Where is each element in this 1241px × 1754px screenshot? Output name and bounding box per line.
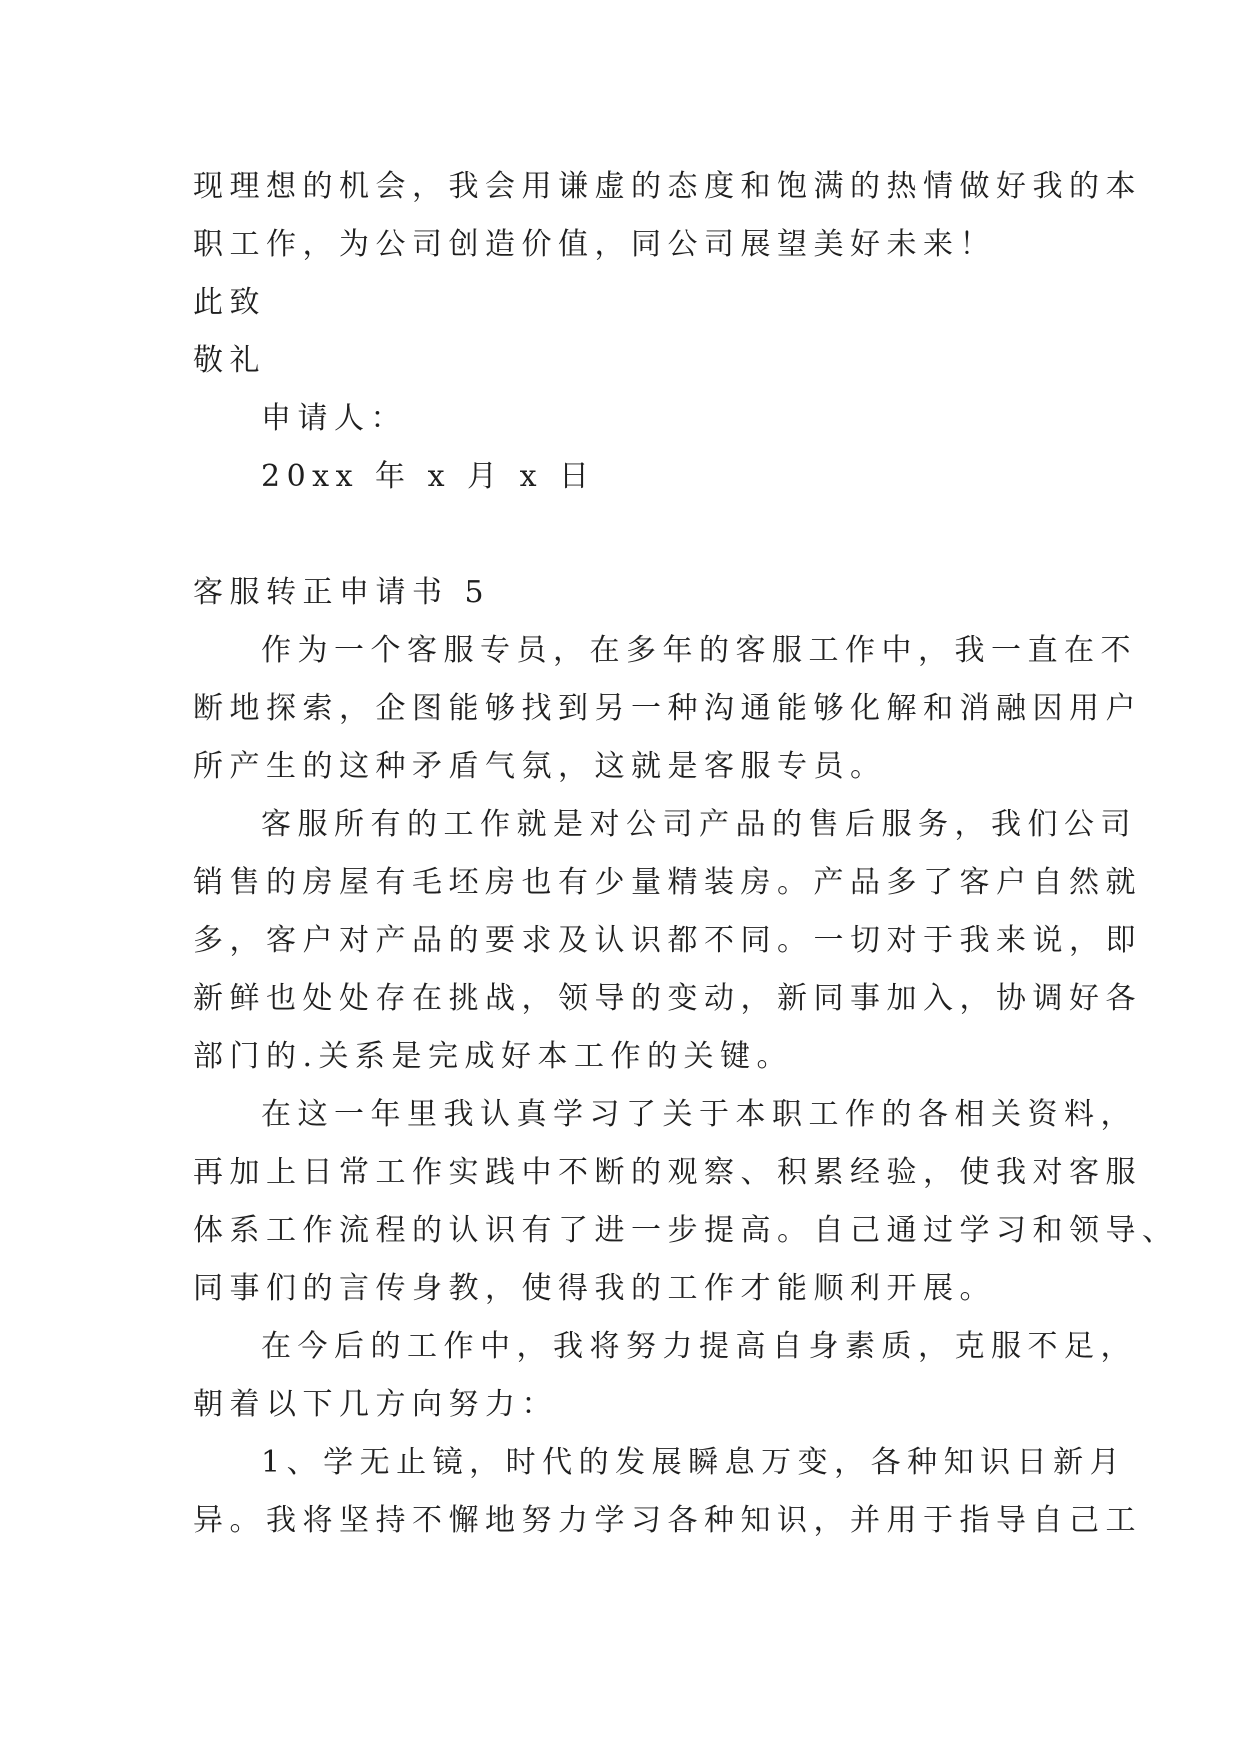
text-line: 职工作，为公司创造价值，同公司展望美好未来！ [193, 227, 996, 262]
paragraph-line: 同事们的言传身教，使得我的工作才能顺利开展。 [193, 1271, 996, 1306]
paragraph-line: 销售的房屋有毛坯房也有少量精装房。产品多了客户自然就 [193, 865, 1142, 900]
document-body [193, 158, 1179, 1550]
text-line: 现理想的机会，我会用谦虚的态度和饱满的热情做好我的本 [193, 169, 1142, 204]
paragraph-line: 部门的.关系是完成好本工作的关键。 [193, 1039, 794, 1074]
paragraph-line: 断地探索，企图能够找到另一种沟通能够化解和消融因用户 [193, 691, 1142, 726]
paragraph-line: 朝着以下几方向努力： [193, 1387, 558, 1422]
paragraph-line: 所产生的这种矛盾气氛，这就是客服专员。 [193, 749, 887, 784]
paragraph-line: 客服所有的工作就是对公司产品的售后服务，我们公司 [261, 807, 1137, 842]
paragraph-line: 再加上日常工作实践中不断的观察、积累经验，使我对客服 [193, 1155, 1142, 1190]
paragraph-line: 在这一年里我认真学习了关于本职工作的各相关资料， [261, 1097, 1137, 1132]
section-spacer [193, 506, 1063, 564]
paragraph-line: 异。我将坚持不懈地努力学习各种知识，并用于指导自己工 [193, 1503, 1142, 1538]
paragraph-line: 作为一个客服专员，在多年的客服工作中，我一直在不 [261, 633, 1137, 668]
salutation-line: 此致 [193, 285, 266, 320]
paragraph-line: 新鲜也处处存在挑战，领导的变动，新同事加入，协调好各 [193, 981, 1142, 1016]
paragraph-line: 在今后的工作中，我将努力提高自身素质，克服不足， [261, 1329, 1137, 1364]
paragraph-line: 体系工作流程的认识有了进一步提高。自己通过学习和领导、 [193, 1213, 1179, 1248]
section-title: 客服转正申请书 5 [193, 575, 491, 610]
paragraph-line: 1、学无止镜，时代的发展瞬息万变，各种知识日新月 [261, 1445, 1127, 1480]
applicant-label: 申请人： [261, 401, 407, 436]
salutation-line: 敬礼 [193, 343, 266, 378]
paragraph-line: 多，客户对产品的要求及认识都不同。一切对于我来说，即 [193, 923, 1142, 958]
letter-date: 20xx 年 x 月 x 日 [261, 459, 596, 494]
